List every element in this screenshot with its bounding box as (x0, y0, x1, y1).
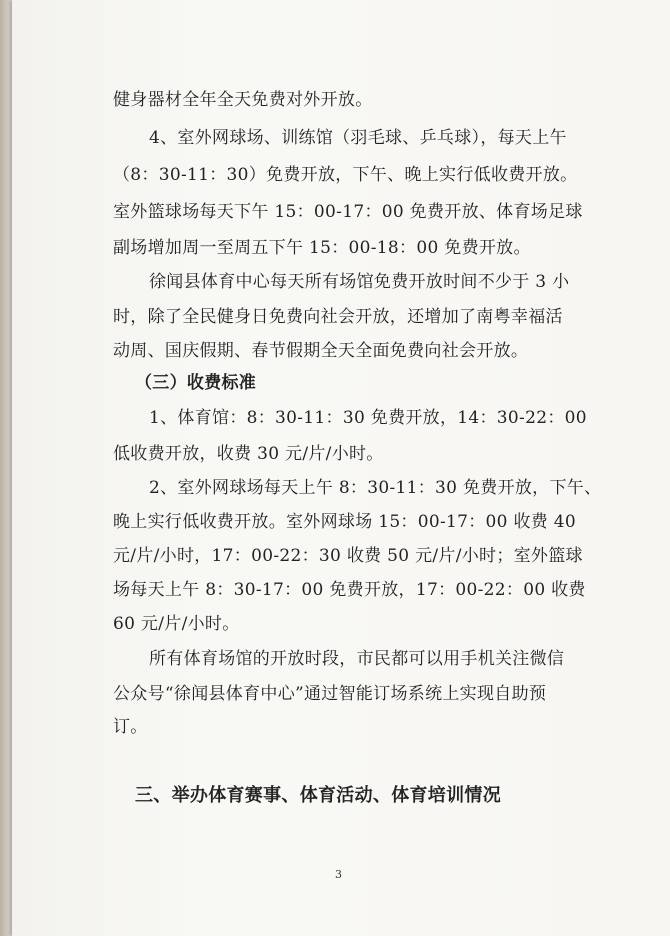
text-line-16: 60 元/片/小时。 (113, 614, 240, 634)
text-line-14: 元/片/小时，17：00-22：30 收费 50 元/片/小时；室外篮球 (113, 546, 583, 566)
text-line-19: 订。 (113, 717, 148, 737)
text-line-7: 时，除了全民健身日免费向社会开放，还增加了南粤幸福活 (113, 307, 563, 327)
document-page (12, 0, 670, 936)
text-line-10: 1、体育馆：8：30-11：30 免费开放，14：30-22：00 (149, 408, 587, 428)
section-heading-events: 三、举办体育赛事、体育活动、体育培训情况 (135, 785, 501, 806)
text-line-12: 2、室外网球场每天上午 8：30-11：30 免费开放，下午、 (149, 478, 602, 498)
text-line-17: 所有体育场馆的开放时段，市民都可以用手机关注微信 (149, 649, 565, 669)
text-line-5: 副场增加周一至周五下午 15：00-18：00 免费开放。 (113, 238, 531, 258)
text-line-8: 动周、国庆假期、春节假期全天全面免费向社会开放。 (113, 341, 529, 361)
section-heading-fees: （三）收费标准 (135, 373, 257, 393)
text-line-13: 晚上实行低收费开放。室外网球场 15：00-17：00 收费 40 (113, 512, 577, 532)
page-edge-shadow (0, 0, 12, 936)
text-line-15: 场每天上午 8：30-17：00 免费开放，17：00-22：00 收费 (113, 580, 586, 600)
text-line-18: 公众号“徐闻县体育中心”通过智能订场系统上实现自助预 (113, 684, 547, 704)
page-number: 3 (335, 868, 342, 881)
text-line-1: 健身器材全年全天免费对外开放。 (113, 90, 373, 110)
text-line-2: 4、室外网球场、训练馆（羽毛球、乒乓球），每天上午 (149, 128, 567, 148)
text-line-4: 室外篮球场每天下午 15：00-17：00 免费开放、体育场足球 (113, 202, 583, 222)
text-line-6: 徐闻县体育中心每天所有场馆免费开放时间不少于 3 小 (149, 272, 570, 292)
text-line-11: 低收费开放，收费 30 元/片/小时。 (113, 444, 384, 464)
text-line-3: （8：30-11：30）免费开放，下午、晚上实行低收费开放。 (113, 165, 578, 185)
